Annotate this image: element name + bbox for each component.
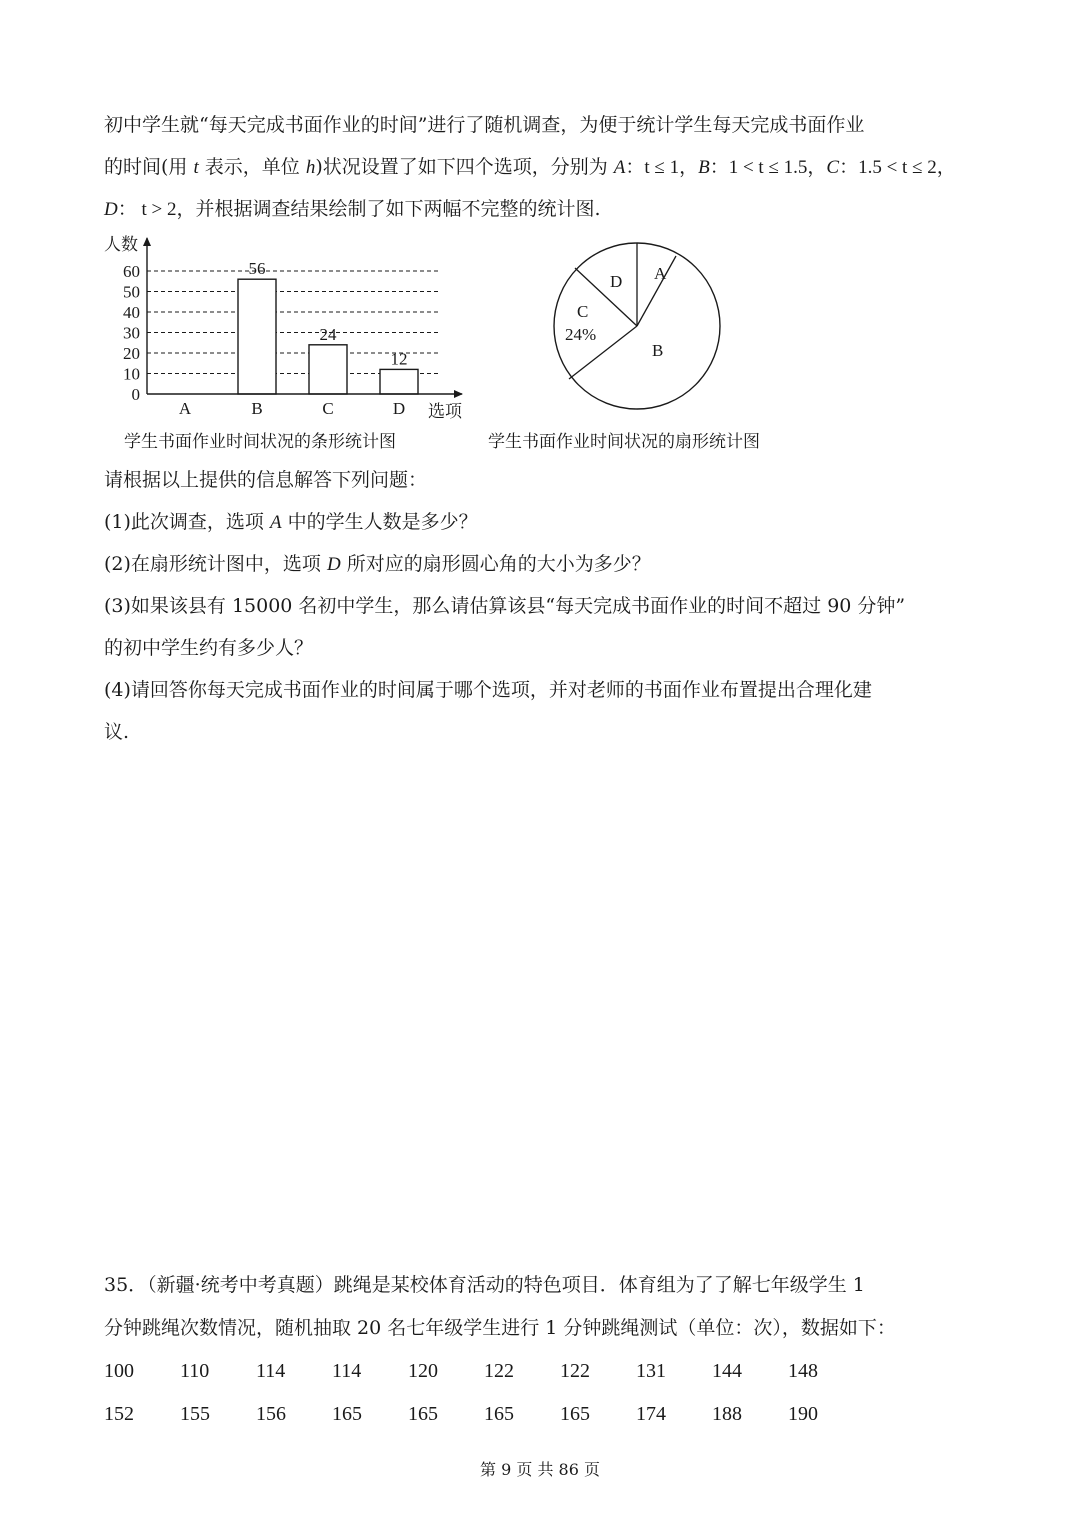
x-axis-label: 选项 xyxy=(428,402,462,421)
data-cell: 100 xyxy=(104,1360,134,1382)
pie-chart xyxy=(545,240,735,420)
data-cell: 165 xyxy=(408,1403,438,1425)
data-cell: 152 xyxy=(104,1403,134,1425)
text-run: 的时间(用 xyxy=(104,156,194,178)
data-cell: 190 xyxy=(788,1403,818,1425)
variable-h: h xyxy=(305,157,316,178)
text-run: )状况设置了如下四个选项，分别为 xyxy=(315,156,614,178)
pie-slice-label-b: B xyxy=(652,341,664,360)
bar-chart xyxy=(100,232,480,424)
bar-c xyxy=(309,345,347,394)
data-cell: 114 xyxy=(332,1360,362,1382)
q34-prompt: 请根据以上提供的信息解答下列问题： xyxy=(104,469,428,491)
text-run: 表示，单位 xyxy=(198,156,306,178)
data-cell: 174 xyxy=(636,1403,666,1425)
data-cell: 131 xyxy=(636,1360,666,1382)
x-tick-label-c: C xyxy=(322,399,334,418)
y-tick-label: 30 xyxy=(123,323,140,343)
page-footer: 第 9 页 共 86 页 xyxy=(480,1460,600,1479)
data-cell: 165 xyxy=(332,1403,362,1425)
data-cell: 156 xyxy=(256,1403,286,1425)
bar-d xyxy=(380,369,418,394)
option-b-condition: ：1 < t ≤ 1.5， xyxy=(709,157,827,178)
bar-b xyxy=(238,279,276,394)
variable-a: A xyxy=(269,512,282,533)
bar-data-label-c: 24 xyxy=(319,324,337,344)
q34-sub1 xyxy=(104,507,994,538)
option-d-label: D xyxy=(104,199,118,220)
x-tick-label-b: B xyxy=(251,399,263,418)
q34-stem-line3 xyxy=(104,194,994,225)
option-a-condition: ：t ≤ 1， xyxy=(625,157,699,178)
q34-sub3-line1: (3)如果该县有 15000 名初中学生，那么请估算该县“每天完成书面作业的时间不超过 90 分钟” xyxy=(104,595,906,617)
text-run: 所对应的扇形圆心角的大小为多少？ xyxy=(340,553,651,575)
pie-slice-label-d: D xyxy=(610,272,623,291)
data-cell: 114 xyxy=(256,1360,286,1382)
y-tick-label: 60 xyxy=(123,262,140,281)
bar-chart-caption: 学生书面作业时间状况的条形统计图 xyxy=(124,432,396,452)
y-tick-label: 10 xyxy=(123,364,140,384)
y-tick-label: 50 xyxy=(123,282,140,302)
option-b-label: B xyxy=(698,157,710,178)
q35-stem-line1: 35．（新疆·统考中考真题）跳绳是某校体育活动的特色项目．体育组为了了解七年级学生 1 xyxy=(104,1274,865,1296)
q34-sub4-line2: 议. xyxy=(104,721,130,743)
pie-slice-label-a: A xyxy=(654,264,667,283)
q34-stem-line1: 初中学生就“每天完成书面作业的时间”进行了随机调查，为便于统计学生每天完成书面作业 xyxy=(104,114,865,136)
option-d-condition: ： t > 2 xyxy=(117,199,177,220)
q35-stem-line2: 分钟跳绳次数情况，随机抽取 20 名七年级学生进行 1 分钟跳绳测试（单位：次），数据如下： xyxy=(104,1317,896,1339)
data-cell: 120 xyxy=(408,1360,438,1382)
y-tick-label: 0 xyxy=(131,385,140,404)
option-c-label: C xyxy=(826,157,840,178)
variable-d: D xyxy=(326,554,341,575)
y-axis-label: 人数 xyxy=(104,235,138,254)
pie-slice-percent-c: 24% xyxy=(565,325,597,344)
x-tick-label-d: D xyxy=(392,399,406,418)
y-tick-label: 40 xyxy=(123,303,140,322)
data-cell: 110 xyxy=(180,1360,210,1382)
pie-chart-caption: 学生书面作业时间状况的扇形统计图 xyxy=(488,432,760,452)
text-run: (2)在扇形统计图中，选项 xyxy=(104,553,327,575)
data-cell: 165 xyxy=(484,1403,514,1425)
variable-t: t xyxy=(193,157,199,178)
bar-data-label-b: 56 xyxy=(248,259,266,279)
data-cell: 122 xyxy=(560,1360,590,1382)
text-run: 中的学生人数是多少？ xyxy=(281,511,478,533)
data-cell: 155 xyxy=(180,1403,210,1425)
text-run: ，并根据调查结果绘制了如下两幅不完整的统计图. xyxy=(176,198,601,220)
pie-slice-label-c: C xyxy=(577,302,589,321)
data-cell: 122 xyxy=(484,1360,514,1382)
option-a-label: A xyxy=(613,157,626,178)
data-cell: 144 xyxy=(712,1360,742,1382)
y-tick-label: 20 xyxy=(123,344,140,363)
bar-data-label-d: 12 xyxy=(390,349,408,369)
q34-stem-line2 xyxy=(104,152,994,183)
data-cell: 148 xyxy=(788,1360,818,1382)
q34-sub2 xyxy=(104,549,994,580)
q34-sub3-line2: 的初中学生约有多少人？ xyxy=(104,637,314,659)
q34-sub4-line1: (4)请回答你每天完成书面作业的时间属于哪个选项，并对老师的书面作业布置提出合理化建 xyxy=(104,679,872,701)
data-cell: 165 xyxy=(560,1403,590,1425)
data-cell: 188 xyxy=(712,1403,742,1425)
x-tick-label-a: A xyxy=(178,399,192,418)
option-c-condition: ：1.5 < t ≤ 2， xyxy=(839,157,956,178)
text-run: (1)此次调查，选项 xyxy=(104,511,270,533)
